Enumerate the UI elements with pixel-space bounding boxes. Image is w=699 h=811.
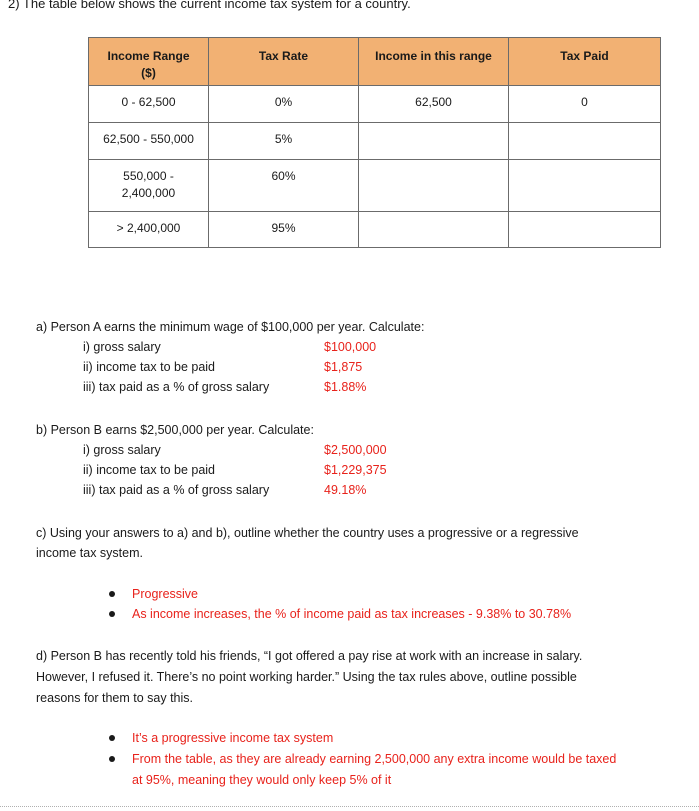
header-tax-rate: Tax Rate (209, 38, 359, 86)
cell-tax-rate: 5% (209, 123, 359, 160)
cell-income-in-range: 62,500 (359, 86, 509, 123)
table-row (89, 86, 661, 123)
part-b-item: ii) income tax to be paid (83, 463, 216, 477)
part-b-answer: $2,500,000 (324, 443, 387, 457)
table-row (89, 123, 661, 160)
part-d-question: d) Person B has recently told his friends, “I got offered a pay rise at work with an increase in salary. (36, 649, 583, 663)
question-title: 2) The table below shows the current income tax system for a country. (8, 0, 411, 11)
cell-income-range: 62,500 - 550,000 (89, 123, 209, 160)
income-tax-table (88, 37, 661, 248)
cell-tax-rate: 95% (209, 212, 359, 248)
part-c-question: income tax system. (36, 546, 143, 560)
part-b-item: i) gross salary (83, 443, 161, 457)
table-row (89, 160, 661, 212)
cell-tax-rate: 0% (209, 86, 359, 123)
bullet-icon (109, 756, 115, 762)
part-d-question: reasons for them to say this. (36, 691, 194, 705)
header-income-in-range: Income in this range (359, 38, 509, 86)
cell-tax-rate: 60% (209, 160, 359, 212)
bullet-icon (109, 611, 115, 617)
part-d-bullet: From the table, as they are already earning 2,500,000 any extra income would be taxed (132, 752, 617, 766)
part-d-question: However, I refused it. There’s no point working harder.” Using the tax rules above, outline possible (36, 670, 577, 684)
part-a-answer: $1,875 (324, 360, 363, 374)
bullet-icon (109, 735, 115, 741)
part-c-bullet: As income increases, the % of income paid as tax increases - 9.38% to 30.78% (132, 607, 572, 621)
table-row (89, 212, 661, 248)
cell-income-in-range (359, 160, 509, 212)
cell-tax-paid (509, 123, 661, 160)
part-a-answer: $100,000 (324, 340, 377, 354)
cell-tax-paid (509, 160, 661, 212)
cell-income-in-range (359, 212, 509, 248)
table-header-row (89, 38, 661, 86)
part-d-bullet: It’s a progressive income tax system (132, 731, 334, 745)
part-b-intro: b) Person B earns $2,500,000 per year. Calculate: (36, 423, 314, 437)
part-d-bullet: at 95%, meaning they would only keep 5% of it (132, 773, 392, 787)
header-tax-paid: Tax Paid (509, 38, 661, 86)
part-a-item: iii) tax paid as a % of gross salary (83, 380, 270, 394)
part-a-item: ii) income tax to be paid (83, 360, 216, 374)
cell-income-in-range (359, 123, 509, 160)
part-b-item: iii) tax paid as a % of gross salary (83, 483, 270, 497)
part-c-question: c) Using your answers to a) and b), outline whether the country uses a progressive or a regressive (36, 526, 579, 540)
part-b-answer: 49.18% (324, 483, 367, 497)
cell-tax-paid: 0 (509, 86, 661, 123)
bullet-icon (109, 591, 115, 597)
part-a-answer: $1.88% (324, 380, 367, 394)
cell-tax-paid (509, 212, 661, 248)
part-b-answer: $1,229,375 (324, 463, 387, 477)
cell-income-range: > 2,400,000 (89, 212, 209, 248)
page-divider (0, 806, 699, 807)
part-a-intro: a) Person A earns the minimum wage of $100,000 per year. Calculate: (36, 320, 425, 334)
part-c-bullet: Progressive (132, 587, 198, 601)
cell-income-range: 0 - 62,500 (89, 86, 209, 123)
part-a-item: i) gross salary (83, 340, 161, 354)
cell-income-range: 550,000 - 2,400,000 (89, 160, 209, 212)
header-income-range: Income Range ($) (89, 38, 209, 86)
